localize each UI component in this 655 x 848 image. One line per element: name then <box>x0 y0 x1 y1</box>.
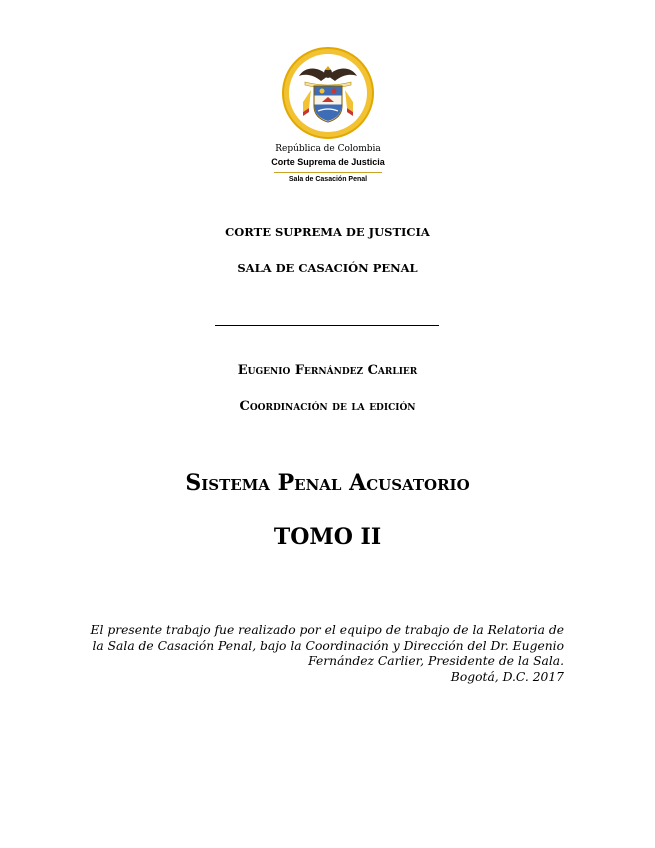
volume-label: TOMO II <box>273 524 382 550</box>
seal-court-text: Corte Suprema de Justicia <box>271 157 385 167</box>
editor-name: Eugenio Fernández Carlier <box>237 363 418 378</box>
book-title: Sistema Penal Acusatorio <box>185 470 470 496</box>
seal-republic-text: República de Colombia <box>275 144 381 154</box>
coat-of-arms-seal-icon <box>281 46 375 140</box>
credits-note <box>88 623 564 685</box>
credits-place-date: Bogotá, D.C. 2017 <box>450 669 564 684</box>
seal-divider <box>274 172 382 173</box>
seal-chamber-text: Sala de Casación Penal <box>288 176 368 183</box>
court-heading: CORTE SUPREMA DE JUSTICIA <box>225 225 430 239</box>
horizontal-divider <box>215 325 439 326</box>
editor-role: Coordinación de la edición <box>239 399 416 414</box>
chamber-heading: SALA DE CASACIÓN PENAL <box>237 261 418 275</box>
credits-line: la Sala de Casación Penal, bajo la Coordinación y Dirección del Dr. Eugenio <box>92 638 564 653</box>
credits-line: El presente trabajo fue realizado por el equipo de trabajo de la Relatoria de <box>90 623 564 637</box>
credits-line: Fernández Carlier, Presidente de la Sala. <box>308 654 564 668</box>
